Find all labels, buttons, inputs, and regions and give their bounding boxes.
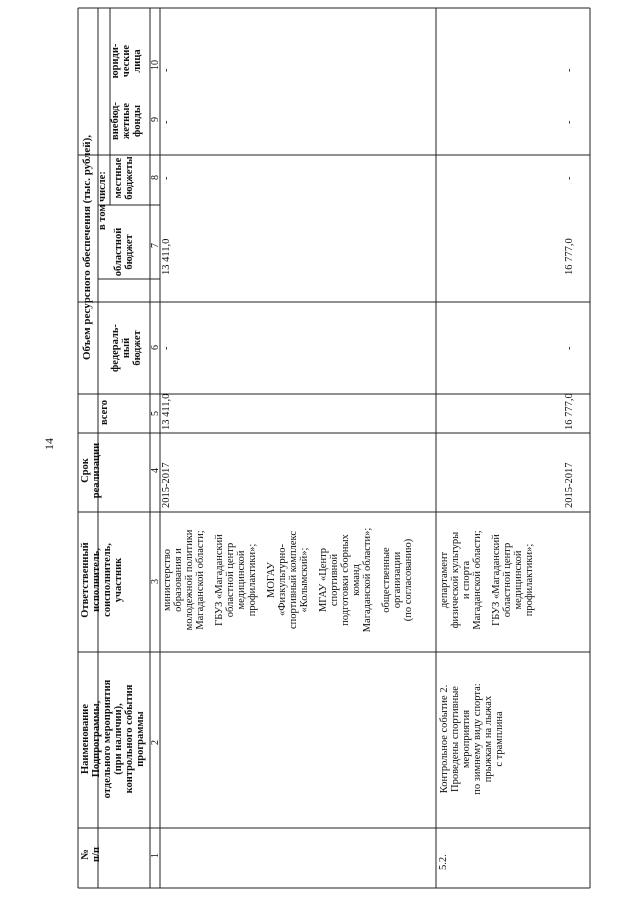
row-5-2-num: 5.2. — [438, 854, 449, 870]
row-5-2-total: 16 777,0 — [564, 393, 575, 430]
header-extrabudget: внебюд- жетные фонды — [110, 102, 143, 140]
row-5-2-period: 2015-2017 — [564, 462, 575, 508]
header-name: Наименование Подпрограммы, отдельного мероприятия (при наличии), контрольного события программы — [80, 679, 146, 799]
header-period: Срок реализации — [80, 442, 102, 499]
row-continuation-total: 13 411,0 — [161, 393, 172, 430]
header-local: местные бюджеты — [113, 156, 135, 200]
row-5-2-local: - — [564, 176, 575, 180]
header-resources: Объем ресурсного обеспечения (тыс. рублей), — [81, 134, 93, 360]
col-num-3: 3 — [150, 579, 161, 584]
row-5-2-extrabudget: - — [564, 120, 575, 124]
row-5-2-executors: департамент физической культуры и спорта Магаданской области; ГБУЗ «Магаданский областной центр медицинской профилактики»; — [439, 530, 535, 630]
col-num-10: 10 — [150, 60, 161, 70]
row-continuation-local: - — [161, 176, 172, 180]
row-continuation-regional: 13 411,0 — [161, 238, 172, 275]
col-num-1: 1 — [150, 853, 161, 858]
row-5-2-legal: - — [564, 68, 575, 72]
header-legal: юриди- ческие лица — [110, 43, 143, 79]
col-num-9: 9 — [150, 117, 161, 122]
col-num-6: 6 — [150, 345, 161, 350]
header-including: в том числе: — [97, 171, 108, 230]
header-regional: областной бюджет — [113, 227, 135, 277]
header-num: № п/п — [80, 846, 102, 863]
row-5-2-regional: 16 777,0 — [564, 238, 575, 275]
col-num-4: 4 — [150, 468, 161, 473]
header-total: всего — [99, 399, 110, 425]
row-continuation-federal: - — [161, 346, 172, 350]
row-5-2-name: Контрольное событие 2. Проведены спортивные мероприятия по зимнему виду спорта: прыжкам на лыжах с трамплина — [439, 683, 505, 795]
row-continuation-legal: - — [161, 68, 172, 72]
row-continuation-executors: министерство образования и молодежной политики Магаданской области; ГБУЗ «Магаданский областной центр медицинской профилактики»; МОГАУ «Физкультурно- спортивный комплекс «Колымский»; МГАУ «Центр спортивной подготовки сборных команд Магаданской области»; общественные организации (по согласованию) — [162, 527, 414, 633]
header-executor: Ответственный исполнитель, соисполнитель, участник — [80, 542, 124, 618]
col-num-5: 5 — [150, 411, 161, 416]
col-num-8: 8 — [150, 175, 161, 180]
col-num-2: 2 — [150, 740, 161, 745]
row-continuation-period: 2015-2017 — [161, 462, 172, 508]
page-number: 14 — [42, 438, 56, 450]
row-continuation-extrabudget: - — [161, 120, 172, 124]
header-federal: федераль- ный бюджет — [110, 324, 143, 372]
col-num-7: 7 — [150, 243, 161, 248]
row-5-2-federal: - — [564, 346, 575, 350]
